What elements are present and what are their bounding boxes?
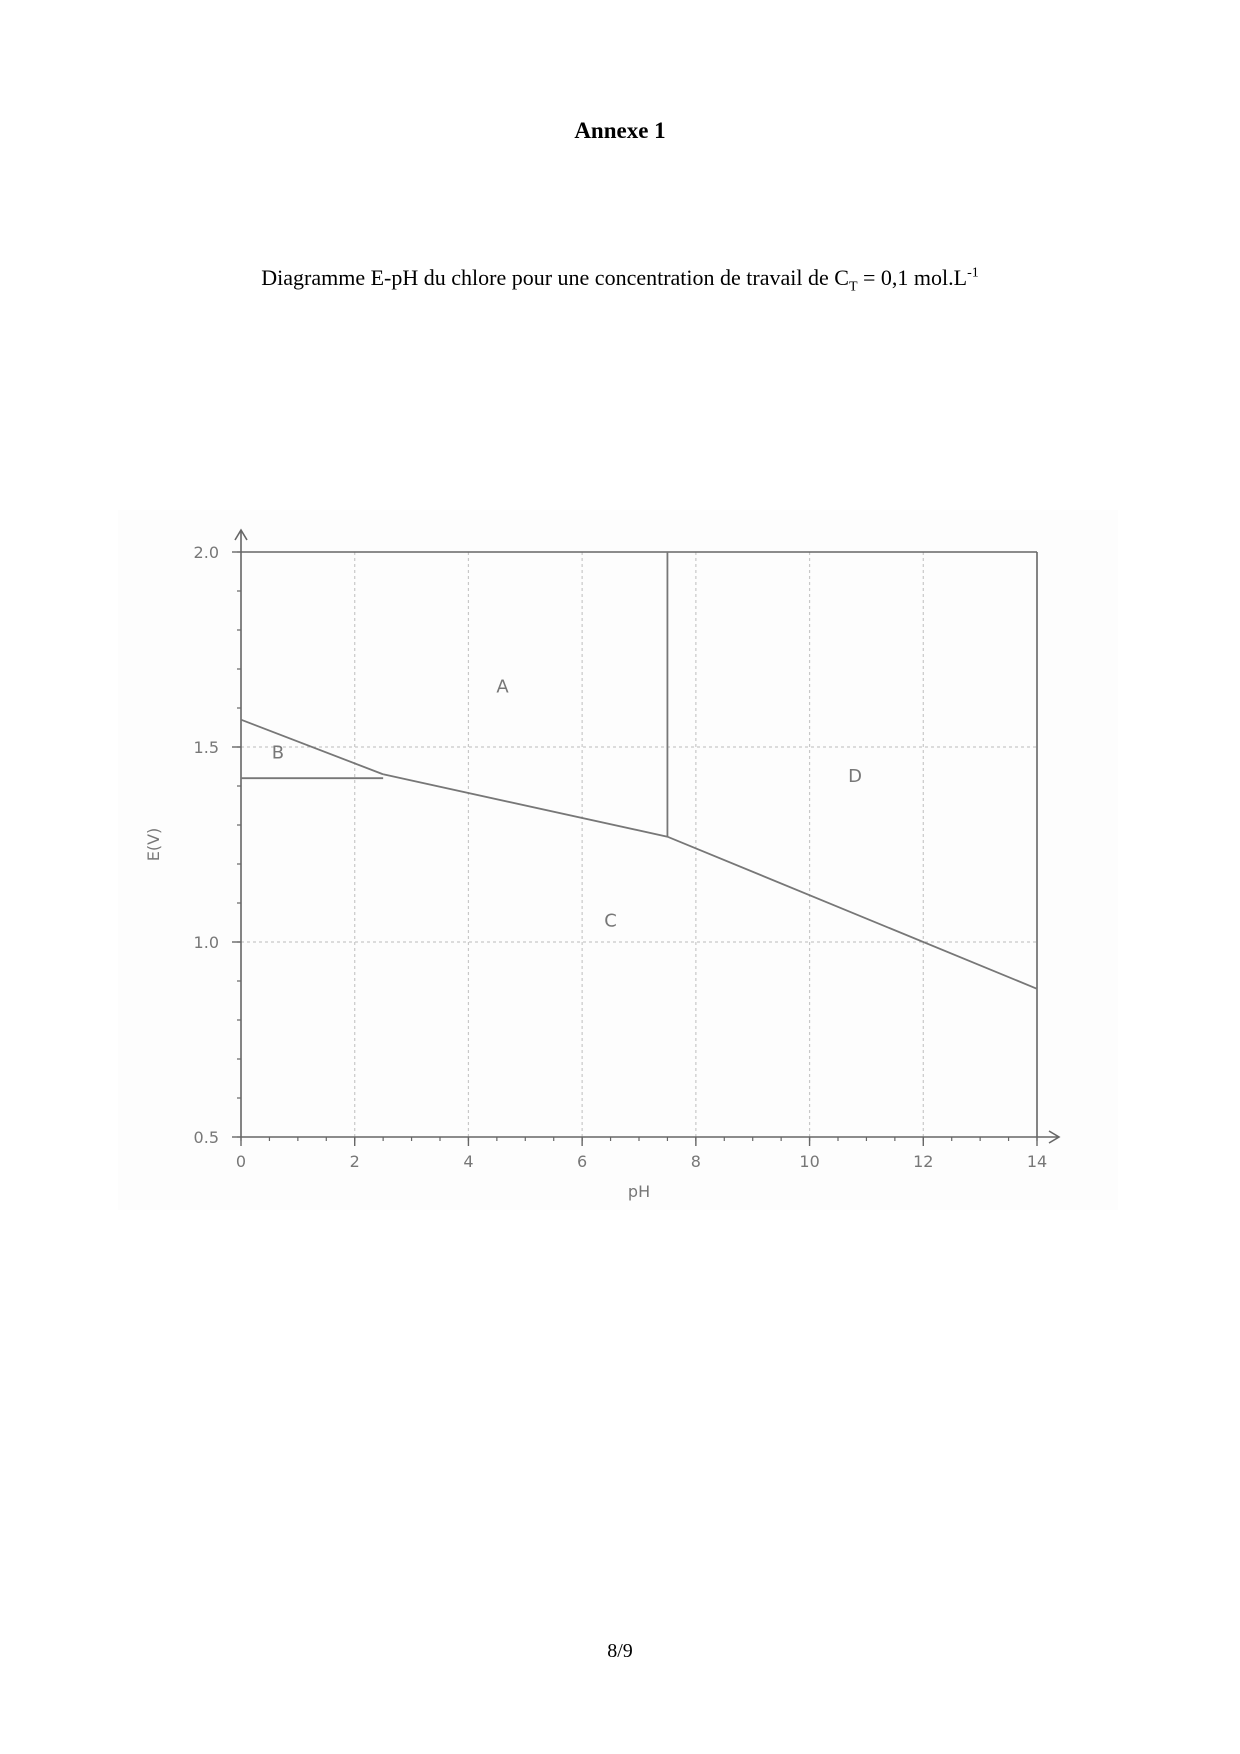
caption-text-middle: = 0,1 mol.L bbox=[857, 265, 968, 290]
x-tick-label: 12 bbox=[913, 1152, 934, 1171]
x-tick-label: 8 bbox=[690, 1152, 701, 1171]
x-tick-label: 2 bbox=[349, 1152, 360, 1171]
caption-text-before: Diagramme E-pH du chlore pour une concentration de travail de C bbox=[261, 265, 849, 290]
axes-layer bbox=[232, 530, 1059, 1146]
region-label-d: D bbox=[848, 766, 862, 788]
x-tick-label: 6 bbox=[577, 1152, 588, 1171]
y-tick-label: 1.0 bbox=[193, 933, 219, 952]
series-layer bbox=[241, 552, 1037, 989]
region-label-a: A bbox=[496, 676, 509, 698]
y-tick-label: 0.5 bbox=[193, 1128, 219, 1147]
grid-layer bbox=[241, 552, 1037, 1137]
caption-superscript: -1 bbox=[967, 265, 979, 281]
x-tick-label: 10 bbox=[799, 1152, 820, 1171]
region-label-b: B bbox=[271, 742, 285, 764]
page-number: 8/9 bbox=[607, 1640, 633, 1662]
x-tick-label: 14 bbox=[1026, 1152, 1048, 1171]
annex-title: Annexe 1 bbox=[574, 118, 666, 143]
region-label-c: C bbox=[604, 910, 617, 932]
x-tick-label: 0 bbox=[235, 1152, 247, 1171]
y-tick-label: 2.0 bbox=[193, 543, 219, 562]
boundary-line bbox=[383, 774, 1037, 989]
x-axis-label: pH bbox=[627, 1182, 651, 1201]
y-tick-label: 1.5 bbox=[193, 738, 219, 757]
caption-subscript: T bbox=[848, 279, 858, 295]
y-axis-label: E(V) bbox=[144, 827, 163, 862]
x-tick-label: 4 bbox=[463, 1152, 474, 1171]
labels-layer bbox=[144, 543, 1047, 1201]
